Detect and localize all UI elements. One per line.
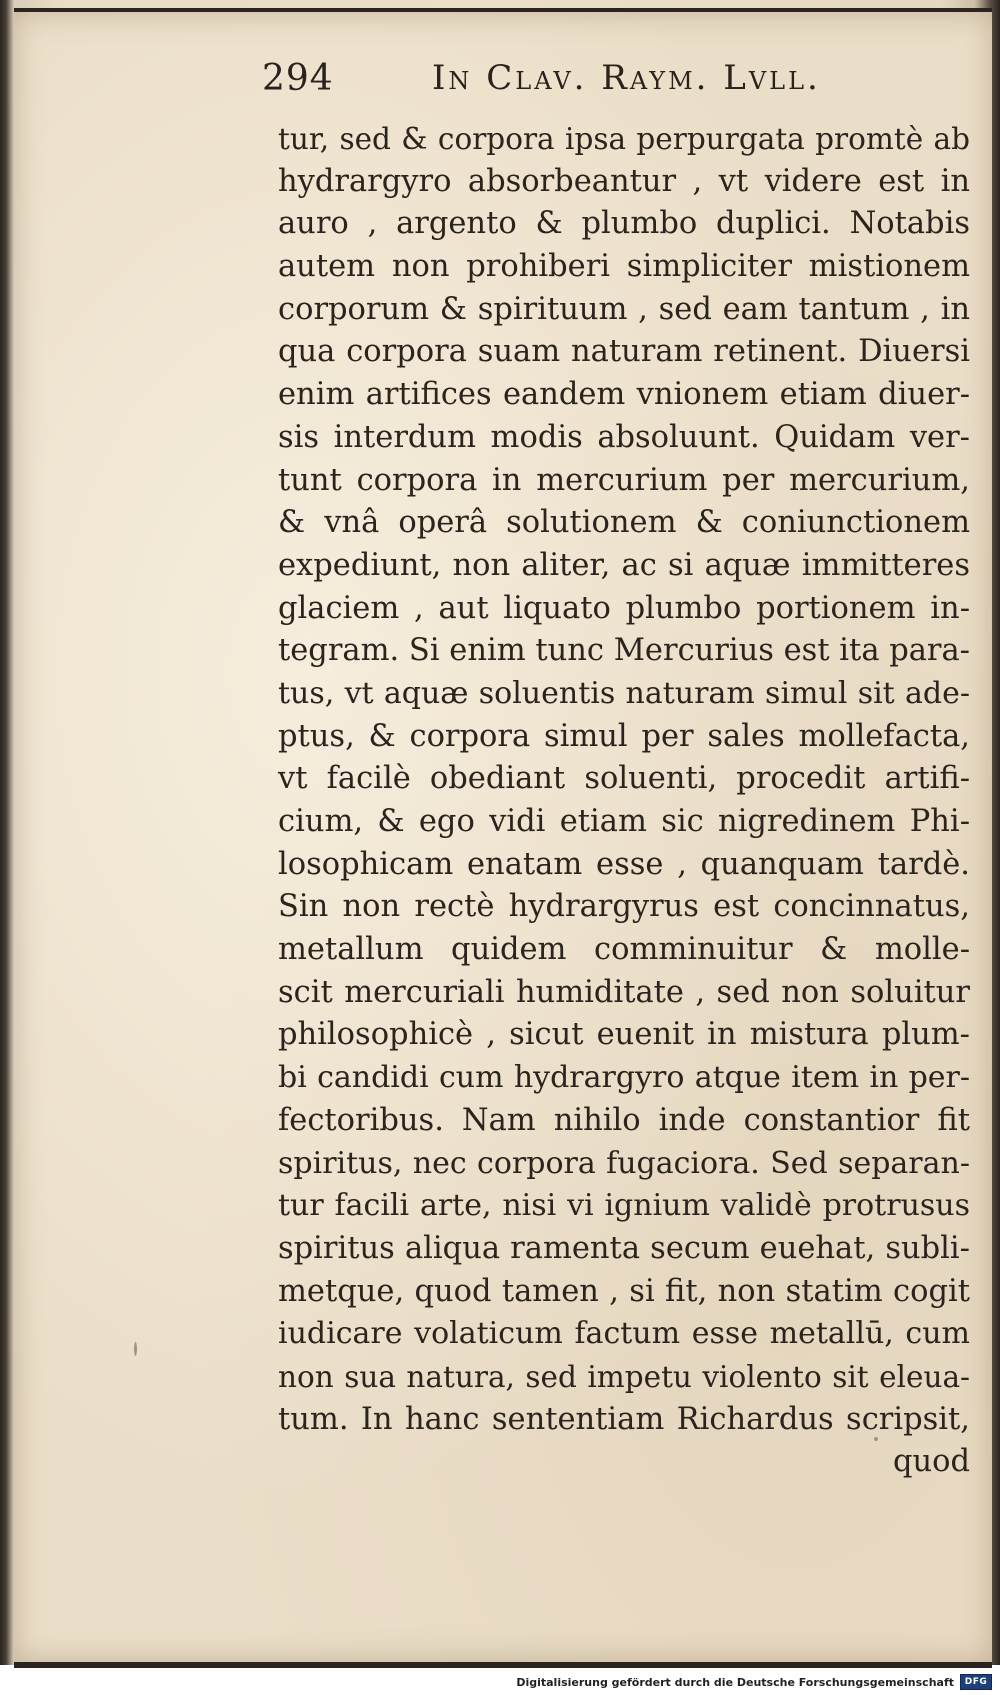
text-line: losophicam enatam esse , quanquam tardè. — [278, 846, 970, 882]
text-line: cium, & ego vidi etiam sic nigredinem Phi- — [278, 804, 970, 839]
catchword: quod — [892, 1444, 970, 1480]
text-line: non sua natura, sed impetu violento sit eleua- — [278, 1359, 970, 1394]
text-line: bi candidi cum hydrargyro atque item in per- — [278, 1060, 970, 1096]
body-text — [278, 118, 970, 1484]
running-head: In Clav. Raym. Lvll. — [432, 58, 821, 98]
text-line: philosophicè , sicut euenit in mistura plum- — [278, 1017, 970, 1053]
text-line: scit mercuriali humiditate , sed non soluitur — [278, 974, 970, 1010]
text-line: autem non prohiberi simpliciter mistionem — [278, 249, 970, 285]
text-line: corporum & spirituum , sed eam tantum , in — [278, 291, 970, 327]
credit-text: Digitalisierung gefördert durch die Deutsche Forschungsgemeinschaft — [516, 1675, 954, 1689]
text-line: sis interdum modis absoluunt. Quidam ver- — [278, 419, 970, 455]
text-line: tegram. Si enim tunc Mercurius est ita para- — [278, 633, 970, 669]
text-line: iudicare volaticum factum esse metallū, cum — [278, 1316, 970, 1352]
text-line: hydrargyro absorbeantur , vt videre est in — [278, 163, 970, 199]
text-line: fectoribus. Nam nihilo inde constantior fit — [278, 1102, 970, 1138]
text-line: expediunt, non aliter, ac si aquæ immitteres — [278, 547, 970, 583]
text-line: tur, sed & corpora ipsa perpurgata promtè ab — [278, 122, 970, 156]
text-line: auro , argento & plumbo duplici. Notabis — [278, 206, 970, 242]
text-line: spiritus, nec corpora fugaciora. Sed separan- — [278, 1145, 970, 1181]
text-line: glaciem , aut liquato plumbo portionem in- — [278, 590, 970, 626]
text-line: Sin non rectè hydrargyrus est concinnatus, — [278, 889, 970, 925]
text-line: metallum quidem comminuitur & molle- — [278, 932, 970, 968]
text-line: tum. In hanc sententiam Richardus scripsit, — [278, 1401, 970, 1437]
text-line: tur facili arte, nisi vi ignium validè protrusus — [278, 1188, 970, 1224]
text-line: tunt corpora in mercurium per mercurium, — [278, 462, 970, 498]
page-number: 294 — [262, 58, 334, 99]
text-line: qua corpora suam naturam retinent. Diuersi — [278, 334, 970, 370]
digitization-credit — [516, 1673, 992, 1691]
text-line: spiritus aliqua ramenta secum euehat, subli- — [278, 1230, 970, 1266]
page-header — [262, 58, 962, 108]
text-line: ptus, & corpora simul per sales mollefacta, — [278, 718, 970, 754]
dfg-logo-icon: DFG — [960, 1674, 992, 1690]
text-line: vt facilè obediant soluenti, procedit artifi- — [278, 761, 970, 797]
text-line: tus, vt aquæ soluentis naturam simul sit ade- — [278, 675, 970, 711]
text-line: metque, quod tamen , si fit, non statim cogit — [278, 1273, 970, 1309]
ink-speck — [134, 1342, 137, 1356]
text-line: enim artifices eandem vnionem etiam diuer- — [278, 377, 970, 413]
text-line: & vnâ operâ solutionem & coniunctionem — [278, 505, 970, 541]
